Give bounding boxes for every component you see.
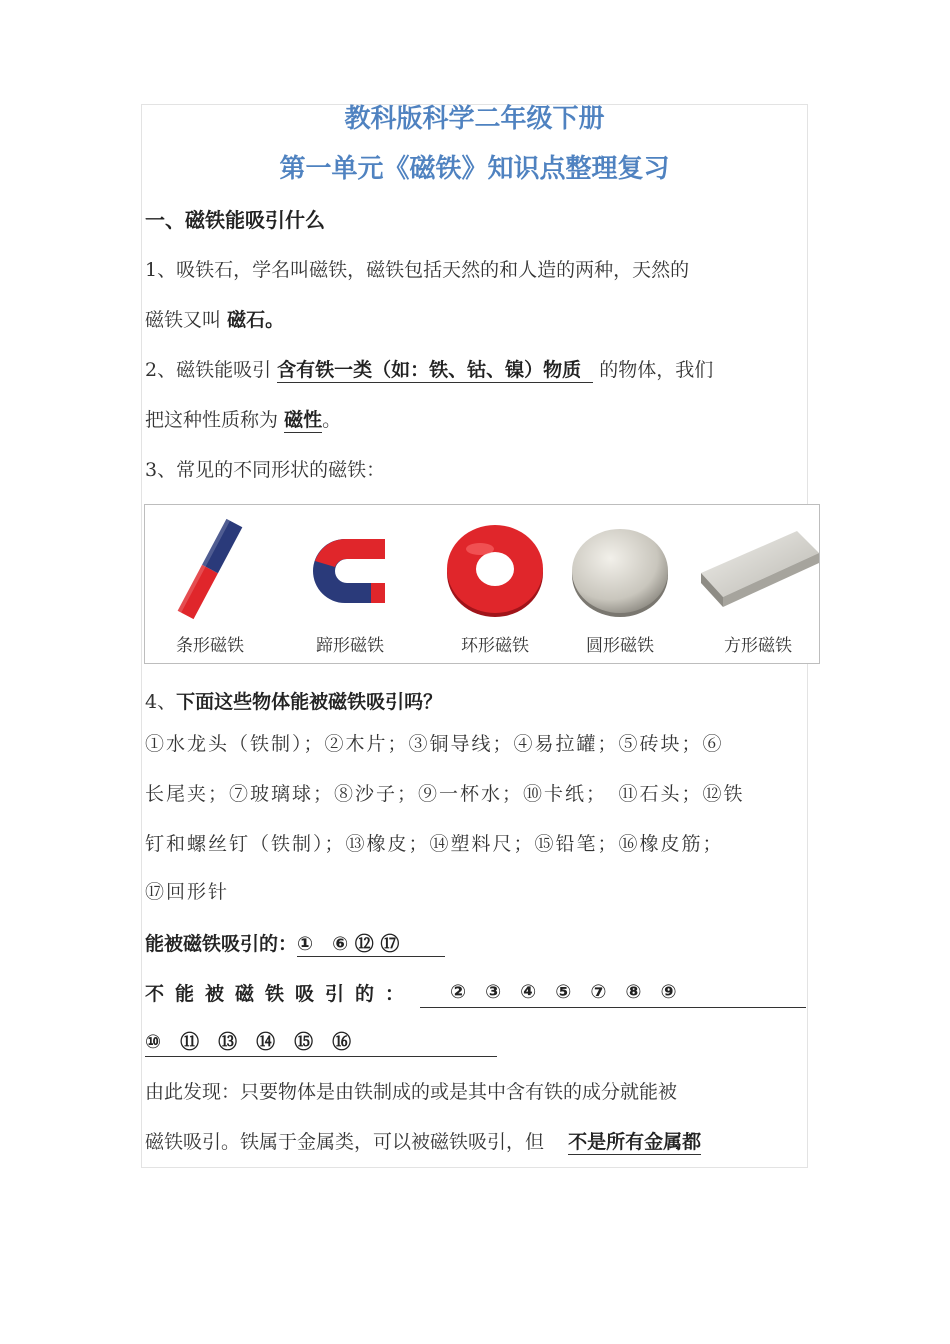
magnet-label: 环形磁铁	[461, 636, 529, 656]
magnet-ring	[430, 505, 560, 663]
disc-magnet-icon	[555, 511, 685, 631]
item4-question-line	[145, 690, 805, 714]
item1-line2	[145, 308, 805, 332]
conclusion-answer: 不是所有金属都	[568, 1131, 702, 1153]
item4-list-line1: ①水龙头（铁制）；②木片；③铜导线；④易拉罐；⑤砖块；⑥	[145, 733, 724, 755]
not-attracted-answer-line2: ⑩ ⑪ ⑬ ⑭ ⑮ ⑯	[145, 1031, 352, 1053]
item2-line1	[145, 358, 805, 383]
item4-question: 下面这些物体能被磁铁吸引吗？	[176, 691, 443, 713]
magnet-label: 方形磁铁	[724, 636, 792, 656]
attracted-label: 能被磁铁吸引的：	[145, 933, 298, 955]
item4-number: 4、	[145, 691, 177, 713]
magnet-label: 蹄形磁铁	[316, 636, 384, 656]
item4-list-line2: 长尾夹；⑦玻璃球；⑧沙子；⑨一杯水；⑩卡纸； ⑪石头；⑫铁	[145, 783, 745, 805]
item1-text: 磁铁又叫	[145, 309, 222, 331]
not-attracted-underline	[420, 1007, 806, 1008]
item2-line2-prefix: 把这种性质称为	[145, 409, 279, 431]
item2-answer: 含有铁一类（如：铁、钴、镍）物质	[277, 358, 593, 383]
magnet-disc	[555, 505, 685, 663]
square-magnet-icon	[693, 511, 823, 631]
attracted-answer: ① ⑥ ⑫ ⑰	[297, 932, 445, 957]
attracted-line	[145, 932, 805, 957]
magnet-square	[693, 505, 823, 663]
bar-magnet-icon	[145, 511, 275, 631]
not-attracted-answer-line1: ② ③ ④ ⑤ ⑦ ⑧ ⑨	[450, 981, 677, 1003]
item2-line2	[145, 408, 805, 433]
svg-text:S: S	[315, 594, 321, 604]
document-subtitle: 第一单元《磁铁》知识点整理复习	[279, 154, 670, 184]
magnet-bar	[145, 505, 275, 663]
not-attracted-label: 不能被磁铁吸引的：	[145, 983, 416, 1005]
magnet-label: 圆形磁铁	[586, 636, 654, 656]
not-attracted-underline-2	[145, 1056, 497, 1057]
magnet-horseshoe	[285, 505, 415, 663]
document-title: 教科版科学二年级下册	[344, 104, 605, 134]
item1-line1: 1、吸铁石，学名叫磁铁，磁铁包括天然的和人造的两种，天然的	[145, 259, 690, 281]
magnet-label: 条形磁铁	[176, 636, 244, 656]
item4-list-line4: ⑰回形针	[145, 881, 230, 903]
item2-line2-suffix: 。	[322, 409, 342, 431]
conclusion-line1: 由此发现：只要物体是由铁制成的或是其中含有铁的成分就能被	[145, 1081, 678, 1103]
item4-list-line3: 钉和螺丝钉（铁制）；⑬橡皮；⑭塑料尺；⑮铅笔；⑯橡皮筋；	[145, 833, 724, 855]
horseshoe-magnet-icon	[285, 511, 415, 631]
item2-suffix: 的物体，我们	[599, 359, 714, 381]
conclusion-line2	[145, 1130, 805, 1155]
item2-prefix: 2、磁铁能吸引	[145, 359, 272, 381]
item1-bold-answer: 磁石。	[227, 309, 285, 331]
conclusion-text: 磁铁吸引。铁属于金属类，可以被磁铁吸引，但	[145, 1131, 545, 1153]
ring-magnet-icon	[430, 511, 560, 631]
section-heading: 一、磁铁能吸引什么	[145, 208, 325, 232]
item2-line2-answer: 磁性	[284, 409, 323, 431]
magnet-image-panel	[144, 504, 820, 664]
item3-text: 3、常见的不同形状的磁铁：	[145, 459, 386, 481]
